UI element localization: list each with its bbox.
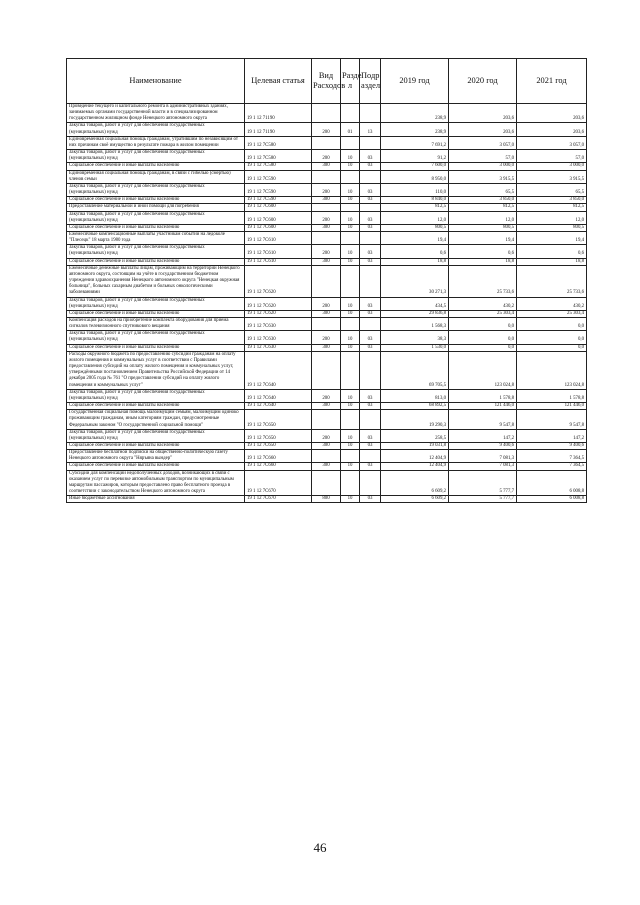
row-name: Компенсация расходов на приобретение комплекта оборудования для приема сигналов телевизионного спутникового вещания [67, 318, 245, 331]
row-expense-type: 300 [312, 442, 341, 449]
row-name: Закупка товаров, работ и услуг для обеспечения государственных (муниципальных) нужд [67, 429, 245, 442]
row-value-2020: 1 578,8 [449, 389, 517, 402]
row-section: 10 [341, 183, 360, 196]
table-row [67, 403, 587, 410]
row-target-article: 19 1 12 71190 [245, 104, 312, 123]
row-name: Единовременная социальная помощь гражданам, в связи с гибелью (смертью) членов семьи [67, 170, 245, 183]
row-expense-type [312, 104, 341, 123]
row-expense-type [312, 450, 341, 463]
row-expense-type: 300 [312, 310, 341, 317]
row-section: 10 [341, 224, 360, 231]
row-target-article: 19 1 12 7С650 [245, 442, 312, 449]
row-section: 10 [341, 463, 360, 470]
row-subsection: 03 [360, 496, 381, 503]
row-subsection: 03 [360, 163, 381, 170]
row-value-2021: 812,5 [517, 204, 587, 211]
row-target-article: 19 1 12 7С590 [245, 183, 312, 196]
budget-table [66, 58, 587, 503]
row-value-2020: 25 303,4 [449, 310, 517, 317]
row-value-2021: 25 303,4 [517, 310, 587, 317]
row-target-article: 19 1 12 7С670 [245, 496, 312, 503]
row-section [341, 136, 360, 149]
row-value-2021: 147,2 [517, 429, 587, 442]
row-subsection: 03 [360, 310, 381, 317]
header-target-article: Целевая статья [245, 59, 312, 104]
row-value-2019: 68 892,5 [381, 403, 449, 410]
row-value-2020: 12,0 [449, 211, 517, 224]
row-name: Закупка товаров, работ и услуг для обеспечения государственных (муниципальных) нужд [67, 183, 245, 196]
row-subsection: 03 [360, 297, 381, 310]
row-target-article: 19 1 12 7С630 [245, 331, 312, 344]
row-target-article: 19 1 12 7С630 [245, 318, 312, 331]
row-value-2021: 7 364,5 [517, 450, 587, 463]
row-target-article: 19 1 12 7С610 [245, 245, 312, 258]
table-row [67, 211, 587, 224]
row-name: Единовременная социальная помощь гражданам, утратившим по независящим от них причинам своё имущество в результате пожара в жилом помещении [67, 136, 245, 149]
row-subsection: 03 [360, 442, 381, 449]
table-row [67, 310, 587, 317]
row-target-article: 19 1 12 7С660 [245, 463, 312, 470]
header-name: Наименование [67, 59, 245, 104]
row-expense-type [312, 231, 341, 244]
row-target-article: 19 1 12 7С620 [245, 297, 312, 310]
row-value-2020: 121 446,0 [449, 403, 517, 410]
row-value-2020: 5 777,7 [449, 496, 517, 503]
row-section: 10 [341, 442, 360, 449]
budget-table-sheet [66, 58, 586, 503]
row-value-2020: 7 081,3 [449, 450, 517, 463]
row-value-2019: 19 290,3 [381, 410, 449, 429]
row-name: Закупка товаров, работ и услуг для обеспечения государственных (муниципальных) нужд [67, 331, 245, 344]
row-value-2020: 3 850,0 [449, 197, 517, 204]
header-expense-type: Вид Расходов [312, 59, 341, 104]
row-name: Социальное обеспечение и иные выплаты населению [67, 224, 245, 231]
row-value-2020: 812,5 [449, 204, 517, 211]
row-section: 10 [341, 245, 360, 258]
row-value-2021: 7 364,5 [517, 463, 587, 470]
row-value-2020: 0,0 [449, 344, 517, 351]
row-target-article: 19 1 12 7С650 [245, 410, 312, 429]
row-value-2020: 25 733,6 [449, 265, 517, 297]
row-value-2021: 18,8 [517, 258, 587, 265]
row-value-2021: 57,0 [517, 150, 587, 163]
row-subsection: 03 [360, 150, 381, 163]
row-subsection [360, 410, 381, 429]
row-value-2019: 12 404,9 [381, 463, 449, 470]
row-value-2020: 800,5 [449, 224, 517, 231]
row-section [341, 170, 360, 183]
row-subsection: 13 [360, 123, 381, 136]
table-row [67, 389, 587, 402]
row-expense-type: 300 [312, 463, 341, 470]
row-value-2021: 25 733,6 [517, 265, 587, 297]
row-expense-type: 200 [312, 150, 341, 163]
row-value-2019: 12 404,9 [381, 450, 449, 463]
row-value-2020: 57,0 [449, 150, 517, 163]
table-row [67, 163, 587, 170]
table-row [67, 150, 587, 163]
table-row [67, 318, 587, 331]
table-row [67, 258, 587, 265]
table-row [67, 245, 587, 258]
table-row [67, 463, 587, 470]
row-name: Закупка товаров, работ и услуг для обеспечения государственных (муниципальных) нужд [67, 389, 245, 402]
row-section [341, 410, 360, 429]
row-value-2019: 12,0 [381, 211, 449, 224]
row-value-2021: 123 024,8 [517, 351, 587, 389]
table-row [67, 265, 587, 297]
row-value-2019: 1 530,0 [381, 344, 449, 351]
row-target-article: 19 1 12 7С590 [245, 197, 312, 204]
row-value-2020: 19,4 [449, 231, 517, 244]
row-expense-type [312, 410, 341, 429]
row-value-2019: 30 271,3 [381, 265, 449, 297]
row-value-2019: 8 840,0 [381, 197, 449, 204]
row-section: 10 [341, 344, 360, 351]
table-row [67, 104, 587, 123]
row-value-2020: 123 024,8 [449, 351, 517, 389]
row-value-2021: 1 578,8 [517, 389, 587, 402]
row-subsection [360, 204, 381, 211]
row-value-2021: 3 057,0 [517, 136, 587, 149]
row-target-article: 19 1 12 7С620 [245, 265, 312, 297]
row-value-2020: 9 547,8 [449, 410, 517, 429]
row-section: 10 [341, 150, 360, 163]
row-value-2021: 0,0 [517, 331, 587, 344]
row-value-2019: 69 705,5 [381, 351, 449, 389]
header-year-2021: 2021 год [517, 59, 587, 104]
row-value-2021: 430,2 [517, 297, 587, 310]
row-value-2019: 29 836,8 [381, 310, 449, 317]
table-row [67, 231, 587, 244]
row-subsection [360, 351, 381, 389]
table-row [67, 183, 587, 196]
table-row [67, 450, 587, 463]
row-section: 10 [341, 297, 360, 310]
row-target-article: 19 1 12 7С630 [245, 344, 312, 351]
row-value-2019: 1 568,3 [381, 318, 449, 331]
page-number: 46 [313, 840, 327, 855]
row-subsection: 03 [360, 389, 381, 402]
row-subsection [360, 136, 381, 149]
row-expense-type: 300 [312, 258, 341, 265]
table-body [67, 104, 587, 503]
row-target-article: 19 1 12 7С640 [245, 389, 312, 402]
row-expense-type: 200 [312, 245, 341, 258]
row-section: 10 [341, 310, 360, 317]
row-value-2020: 0,0 [449, 318, 517, 331]
table-row [67, 429, 587, 442]
row-expense-type [312, 170, 341, 183]
row-value-2019: 434,5 [381, 297, 449, 310]
row-section [341, 231, 360, 244]
row-expense-type [312, 470, 341, 496]
row-section: 10 [341, 211, 360, 224]
row-section [341, 450, 360, 463]
row-value-2020: 203,6 [449, 104, 517, 123]
row-subsection [360, 450, 381, 463]
header-year-2019: 2019 год [381, 59, 449, 104]
row-section: 10 [341, 429, 360, 442]
row-value-2019: 7 691,2 [381, 136, 449, 149]
row-value-2021: 9 400,6 [517, 442, 587, 449]
row-name: Субсидии для компенсации недополученных доходов, возникающих в связи с оказанием услуг по перевозке автомобильным транспортом по муниципальным маршрутам пассажиров, которым предоставлено право бесплатного проезда в соответствии с законодательством Ненецкого автономного округа [67, 470, 245, 496]
row-name: Социальное обеспечение и иные выплаты населению [67, 463, 245, 470]
row-value-2020: 0,6 [449, 245, 517, 258]
row-name: Социальное обеспечение и иные выплаты населению [67, 442, 245, 449]
row-expense-type: 300 [312, 403, 341, 410]
row-value-2021: 19,4 [517, 231, 587, 244]
row-subsection: 03 [360, 344, 381, 351]
row-expense-type: 200 [312, 183, 341, 196]
row-expense-type: 200 [312, 331, 341, 344]
row-section: 10 [341, 496, 360, 503]
row-target-article: 19 1 12 7С610 [245, 231, 312, 244]
row-value-2019: 38,3 [381, 331, 449, 344]
row-name: Расходы окружного бюджета по предоставлению субсидий гражданам на оплату жилого помещения и коммунальных услуг в соответствии с Правилами предоставления субсидий на оплату жилого помещения и коммунальных услуг, утверждёнными постановлением Правительства Российской Федерации от 14 декабря 2005 года № 761 "О предоставлении субсидий на оплату жилого помещения и коммунальных услуг" [67, 351, 245, 389]
row-target-article: 19 1 12 7С600 [245, 204, 312, 211]
row-value-2019: 19 031,8 [381, 442, 449, 449]
row-value-2021: 3 915,5 [517, 170, 587, 183]
row-subsection [360, 231, 381, 244]
row-value-2019: 238,9 [381, 123, 449, 136]
row-name: Социальное обеспечение и иные выплаты населению [67, 310, 245, 317]
row-value-2021: 0,6 [517, 245, 587, 258]
row-name: Ежемесячные денежные выплаты лицам, проживающим на территории Ненецкого автономного округа, состоящим на учёте в государственном бюджетном учреждении здравоохранения Ненецкого автономного округа "Ненецкая окружная больница", больных сахарным диабетом и больных онкологическими заболеваниями [67, 265, 245, 297]
row-value-2020: 430,2 [449, 297, 517, 310]
row-name: Предоставление материальной и иной помощи для погребения [67, 204, 245, 211]
row-expense-type [312, 204, 341, 211]
row-expense-type: 200 [312, 429, 341, 442]
row-expense-type [312, 265, 341, 297]
row-target-article: 19 1 12 7С580 [245, 150, 312, 163]
row-subsection: 03 [360, 331, 381, 344]
row-value-2020: 65,5 [449, 183, 517, 196]
row-value-2021: 203,6 [517, 123, 587, 136]
table-row [67, 136, 587, 149]
row-subsection [360, 170, 381, 183]
row-name: Социальное обеспечение и иные выплаты населению [67, 344, 245, 351]
row-subsection [360, 265, 381, 297]
row-name: Социальное обеспечение и иные выплаты населению [67, 197, 245, 204]
row-expense-type: 200 [312, 211, 341, 224]
table-row [67, 123, 587, 136]
row-name: Закупка товаров, работ и услуг для обеспечения государственных (муниципальных) нужд [67, 123, 245, 136]
row-value-2019: 18,8 [381, 258, 449, 265]
table-row [67, 410, 587, 429]
row-value-2019: 91,2 [381, 150, 449, 163]
row-target-article: 19 1 12 7С610 [245, 258, 312, 265]
row-expense-type: 200 [312, 123, 341, 136]
row-value-2019: 19,4 [381, 231, 449, 244]
row-target-article: 19 1 12 7С600 [245, 224, 312, 231]
table-row [67, 170, 587, 183]
row-target-article: 19 1 12 7С620 [245, 310, 312, 317]
row-value-2021: 6 008,8 [517, 470, 587, 496]
table-row [67, 204, 587, 211]
row-section: 01 [341, 123, 360, 136]
row-name: Закупка товаров, работ и услуг для обеспечения государственных (муниципальных) нужд [67, 150, 245, 163]
row-value-2021: 203,6 [517, 104, 587, 123]
row-subsection: 03 [360, 463, 381, 470]
row-value-2021: 0,0 [517, 318, 587, 331]
row-target-article: 19 1 12 71190 [245, 123, 312, 136]
table-row [67, 197, 587, 204]
row-subsection: 03 [360, 403, 381, 410]
row-target-article: 19 1 12 7С580 [245, 136, 312, 149]
row-value-2021: 9 547,8 [517, 410, 587, 429]
table-row [67, 351, 587, 389]
table-row [67, 344, 587, 351]
row-value-2021: 12,0 [517, 211, 587, 224]
row-name: Государственная социальная помощь малоимущим семьям, малоимущим одиноко проживающим гражданам, иным категориям граждан, предусмотренные Федеральным законом "О государственной социальной помощи" [67, 410, 245, 429]
row-value-2020: 3 057,0 [449, 136, 517, 149]
row-name: Ежемесячные компенсационные выплаты участникам событий на ледоколе "Плесецк" 18 марта 1980 года [67, 231, 245, 244]
row-name: Закупка товаров, работ и услуг для обеспечения государственных (муниципальных) нужд [67, 211, 245, 224]
row-subsection [360, 318, 381, 331]
row-subsection: 03 [360, 183, 381, 196]
row-value-2021: 3 000,0 [517, 163, 587, 170]
row-value-2020: 147,2 [449, 429, 517, 442]
row-value-2020: 9 400,6 [449, 442, 517, 449]
row-value-2019: 813,0 [381, 389, 449, 402]
table-row [67, 496, 587, 503]
row-value-2020: 18,8 [449, 258, 517, 265]
table-row [67, 297, 587, 310]
row-value-2020: 7 081,3 [449, 463, 517, 470]
row-value-2019: 0,6 [381, 245, 449, 258]
row-name: Закупка товаров, работ и услуг для обеспечения государственных (муниципальных) нужд [67, 297, 245, 310]
row-target-article: 19 1 12 7С640 [245, 351, 312, 389]
row-expense-type: 300 [312, 344, 341, 351]
row-value-2021: 3 850,0 [517, 197, 587, 204]
row-name: Закупка товаров, работ и услуг для обеспечения государственных (муниципальных) нужд [67, 245, 245, 258]
row-subsection [360, 470, 381, 496]
row-section: 10 [341, 403, 360, 410]
row-value-2019: 7 600,0 [381, 163, 449, 170]
row-target-article: 19 1 12 7С590 [245, 170, 312, 183]
row-subsection: 03 [360, 224, 381, 231]
row-name: Предоставление бесплатной подписки на общественно-политическую газету Ненецкого автономного округа "Няръяна вындер" [67, 450, 245, 463]
row-value-2021: 6 008,8 [517, 496, 587, 503]
row-target-article: 19 1 12 7С600 [245, 211, 312, 224]
row-subsection [360, 104, 381, 123]
row-name: Иные бюджетные ассигнования [67, 496, 245, 503]
row-section [341, 318, 360, 331]
row-value-2020: 5 777,7 [449, 470, 517, 496]
row-value-2019: 258,5 [381, 429, 449, 442]
row-target-article: 19 1 12 7С650 [245, 429, 312, 442]
row-section [341, 351, 360, 389]
row-subsection: 03 [360, 258, 381, 265]
row-value-2019: 110,0 [381, 183, 449, 196]
row-section [341, 104, 360, 123]
row-name: Проведение текущего и капитального ремонта в административных зданиях, занимаемых органами государственной власти и в специализированном государственном жилищном фонде Ненецкого автономного округа [67, 104, 245, 123]
row-section [341, 204, 360, 211]
row-expense-type [312, 351, 341, 389]
row-name: Социальное обеспечение и иные выплаты населению [67, 163, 245, 170]
row-section [341, 265, 360, 297]
row-expense-type: 200 [312, 297, 341, 310]
row-expense-type: 200 [312, 389, 341, 402]
row-value-2020: 3 915,5 [449, 170, 517, 183]
row-expense-type [312, 136, 341, 149]
row-expense-type: 300 [312, 163, 341, 170]
row-value-2019: 6 609,2 [381, 470, 449, 496]
row-subsection: 03 [360, 245, 381, 258]
row-value-2021: 65,5 [517, 183, 587, 196]
row-expense-type: 300 [312, 197, 341, 204]
row-value-2021: 800,5 [517, 224, 587, 231]
row-value-2019: 812,5 [381, 204, 449, 211]
row-target-article: 19 1 12 7С580 [245, 163, 312, 170]
row-subsection: 03 [360, 211, 381, 224]
row-expense-type [312, 318, 341, 331]
row-value-2019: 6 609,2 [381, 496, 449, 503]
row-subsection: 03 [360, 429, 381, 442]
table-row [67, 470, 587, 496]
row-expense-type: 300 [312, 224, 341, 231]
row-target-article: 19 1 12 7С670 [245, 470, 312, 496]
table-row [67, 331, 587, 344]
row-value-2021: 121 446,0 [517, 403, 587, 410]
table-row [67, 224, 587, 231]
row-name: Социальное обеспечение и иные выплаты населению [67, 403, 245, 410]
row-section: 10 [341, 197, 360, 204]
row-value-2021: 0,0 [517, 344, 587, 351]
row-section [341, 470, 360, 496]
row-section: 10 [341, 163, 360, 170]
row-section: 10 [341, 258, 360, 265]
row-value-2020: 0,0 [449, 331, 517, 344]
row-value-2019: 800,5 [381, 224, 449, 231]
row-section: 10 [341, 389, 360, 402]
row-expense-type: 800 [312, 496, 341, 503]
row-value-2019: 238,9 [381, 104, 449, 123]
table-header-row [67, 59, 587, 104]
row-value-2020: 203,6 [449, 123, 517, 136]
row-target-article: 19 1 12 7С640 [245, 403, 312, 410]
row-subsection: 03 [360, 197, 381, 204]
row-section: 10 [341, 331, 360, 344]
row-name: Социальное обеспечение и иные выплаты населению [67, 258, 245, 265]
row-value-2020: 3 000,0 [449, 163, 517, 170]
table-row [67, 442, 587, 449]
header-year-2020: 2020 год [449, 59, 517, 104]
header-subsection: Подр аздел [360, 59, 381, 104]
header-section: Разде л [341, 59, 360, 104]
row-target-article: 19 1 12 7С660 [245, 450, 312, 463]
row-value-2019: 8 950,0 [381, 170, 449, 183]
